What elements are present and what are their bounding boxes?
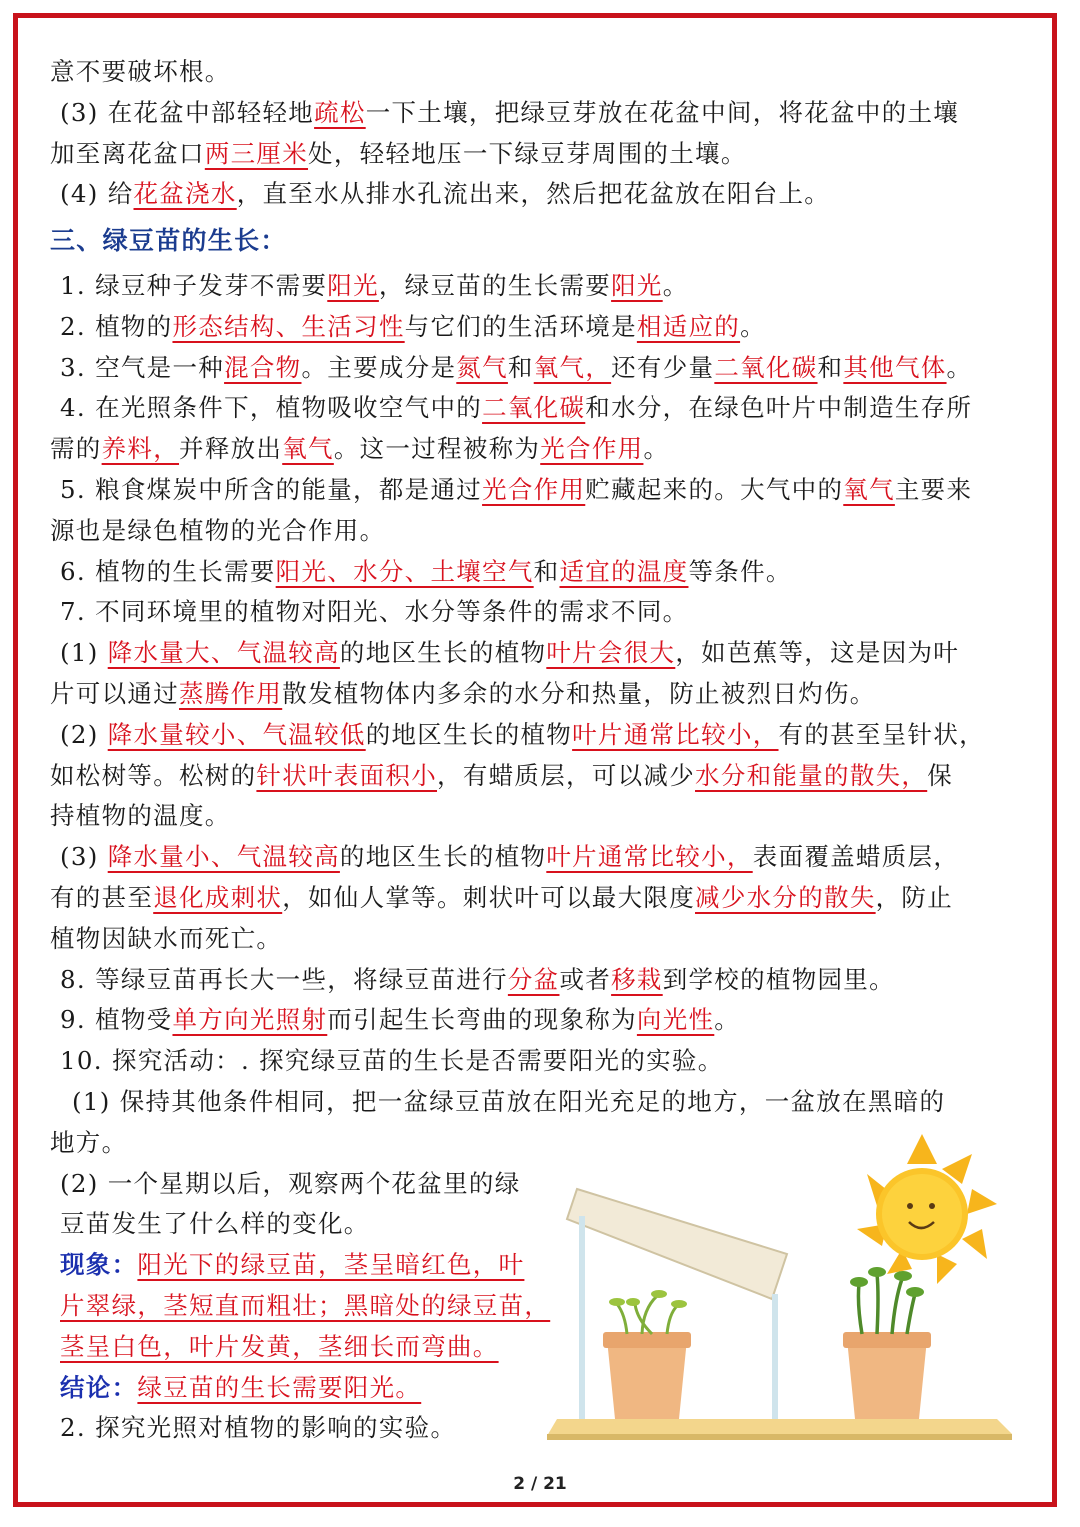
text-run: 1. 绿豆种子发芽不需要 xyxy=(60,270,328,300)
section-experiment-lines xyxy=(50,1164,570,1450)
text-run: 。 xyxy=(714,1005,741,1035)
answer-highlight: 光合作用 xyxy=(482,474,586,504)
text-line xyxy=(50,1164,570,1205)
text-line xyxy=(50,674,1035,715)
section-main-lines xyxy=(50,266,1035,1164)
text-run: ，如仙人掌等。刺状叶可以最大限度 xyxy=(282,882,696,912)
text-line xyxy=(50,592,1035,633)
text-line xyxy=(50,1000,1035,1041)
text-line xyxy=(50,1041,1035,1082)
pot-dark-icon xyxy=(603,1290,691,1419)
text-line xyxy=(50,1408,570,1449)
answer-highlight: 单方向光照射 xyxy=(172,1005,328,1035)
text-run: 和 xyxy=(507,352,534,382)
text-run: 4. 在光照条件下，植物吸收空气中的 xyxy=(60,393,483,423)
answer-highlight: 减少水分的散失 xyxy=(695,882,876,912)
text-run: 9. 植物受 xyxy=(60,1005,173,1035)
text-run: 到学校的植物园里。 xyxy=(662,964,895,994)
answer-highlight: 蒸腾作用 xyxy=(179,678,283,708)
text-line xyxy=(50,960,1035,1001)
text-run: 等条件。 xyxy=(688,556,792,586)
text-line xyxy=(50,470,1035,511)
text-run: 豆苗发生了什么样的变化。 xyxy=(60,1209,370,1239)
text-run: ，如芭蕉等，这是因为叶 xyxy=(675,638,960,668)
answer-highlight: 光合作用 xyxy=(540,434,644,464)
text-line xyxy=(50,93,1035,134)
text-run: 加至离花盆口 xyxy=(50,138,205,168)
text-run: ，有蜡质层，可以减少 xyxy=(437,760,696,790)
section-top-lines xyxy=(50,52,1035,215)
text-run: (2) 一个星期以后，观察两个花盆里的绿 xyxy=(60,1168,521,1198)
answer-highlight: 分盆 xyxy=(507,964,560,994)
sun-icon xyxy=(857,1134,997,1284)
text-line xyxy=(50,511,1035,552)
answer-highlight: 退化成刺状 xyxy=(153,882,283,912)
text-run: 。 xyxy=(643,434,670,464)
answer-highlight: 叶片通常比较小， xyxy=(546,842,753,872)
text-run: 并释放出 xyxy=(179,434,283,464)
answer-highlight: 阳光 xyxy=(611,270,663,300)
text-run: 主要来 xyxy=(894,474,973,504)
text-line xyxy=(50,715,1035,756)
text-run: (3) xyxy=(60,842,108,872)
answer-highlight: 阳光 xyxy=(327,270,379,300)
answer-highlight: 相适应的 xyxy=(636,311,741,341)
text-run: 。这一过程被称为 xyxy=(333,434,541,464)
answer-highlight: 其他气体 xyxy=(843,352,947,382)
text-run: (1) 保持其他条件相同，把一盆绿豆苗放在阳光充足的地方，一盆放在黑暗的 xyxy=(72,1086,946,1116)
text-line xyxy=(50,1245,570,1286)
answer-highlight: 花盆浇水 xyxy=(133,179,237,209)
text-run: 5. 粮食煤炭中所含的能量，都是通过 xyxy=(60,474,483,504)
answer-highlight: 疏松 xyxy=(314,97,366,127)
text-line xyxy=(50,174,1035,215)
text-line xyxy=(50,1082,1035,1123)
text-run: 表面覆盖蜡质层， xyxy=(752,842,960,872)
text-line xyxy=(50,52,1035,93)
text-run: (4) 给 xyxy=(60,179,134,209)
answer-highlight: 阳光下的绿豆苗，茎呈暗红色，叶 xyxy=(137,1250,525,1280)
text-run: 6. 植物的生长需要 xyxy=(60,556,276,586)
text-run: 的地区生长的植物 xyxy=(339,842,547,872)
page-number: 2 / 21 xyxy=(513,1474,567,1494)
text-line xyxy=(50,348,1035,389)
text-run: 3. 空气是一种 xyxy=(60,352,225,382)
answer-highlight: 水分和能量的散失， xyxy=(695,760,928,790)
text-run: ，直至水从排水孔流出来，然后把花盆放在阳台上。 xyxy=(236,179,831,209)
text-run: 地方。 xyxy=(50,1127,128,1157)
pot-sun-icon xyxy=(843,1267,931,1419)
text-run: 和 xyxy=(817,352,844,382)
text-run: 有的甚至 xyxy=(50,882,154,912)
text-line xyxy=(50,552,1035,593)
text-line xyxy=(50,919,1035,960)
text-run: 有的甚至呈针状， xyxy=(778,719,985,749)
text-run: 还有少量 xyxy=(611,352,715,382)
answer-highlight: 叶片通常比较小， xyxy=(572,719,779,749)
answer-highlight: 氧气 xyxy=(843,474,895,504)
answer-highlight: 适宜的温度 xyxy=(559,556,689,586)
answer-highlight: 向光性 xyxy=(636,1005,715,1035)
text-line xyxy=(50,837,1035,878)
text-run: 处，轻轻地压一下绿豆芽周围的土壤。 xyxy=(308,138,747,168)
text-run: ，绿豆苗的生长需要 xyxy=(378,270,612,300)
label-text: 现象： xyxy=(60,1250,138,1280)
answer-highlight: 降水量较小、气温较低 xyxy=(107,719,366,749)
answer-highlight: 阳光、水分、土壤空气 xyxy=(275,556,534,586)
text-line xyxy=(50,388,1035,429)
text-run: 8. 等绿豆苗再长大一些，将绿豆苗进行 xyxy=(60,964,508,994)
text-run: 与它们的生活环境是 xyxy=(404,311,637,341)
answer-highlight: 片翠绿，茎短直而粗壮；黑暗处的绿豆苗， xyxy=(60,1290,551,1320)
answer-highlight: 氧气 xyxy=(282,434,334,464)
text-run: 10. 探究活动：. 探究绿豆苗的生长是否需要阳光的实验。 xyxy=(60,1046,724,1076)
answer-highlight: 两三厘米 xyxy=(204,138,309,168)
text-run: 。 xyxy=(946,352,973,382)
answer-highlight: 针状叶表面积小 xyxy=(256,760,438,790)
answer-highlight: 降水量大、气温较高 xyxy=(107,638,340,668)
text-run: 如松树等。松树的 xyxy=(50,760,257,790)
text-run: 持植物的温度。 xyxy=(50,801,231,831)
text-run: 植物因缺水而死亡。 xyxy=(50,923,283,953)
answer-highlight: 叶片会很大 xyxy=(546,638,676,668)
text-line xyxy=(50,756,1035,797)
text-run: 片可以通过 xyxy=(50,678,179,708)
text-run: 。 xyxy=(662,270,689,300)
plant-experiment-illustration xyxy=(517,1134,1022,1444)
text-line xyxy=(50,1286,570,1327)
text-run: 需的 xyxy=(50,434,102,464)
text-run: 一下土壤，把绿豆芽放在花盆中间，将花盆中的土壤 xyxy=(365,97,960,127)
text-line xyxy=(50,633,1035,674)
answer-highlight: 降水量小、气温较高 xyxy=(107,842,340,872)
text-run: (3) 在花盆中部轻轻地 xyxy=(60,97,315,127)
answer-highlight: 二氧化碳 xyxy=(482,393,586,423)
text-run: 源也是绿色植物的光合作用。 xyxy=(50,515,386,545)
text-line xyxy=(50,796,1035,837)
text-run: 而引起生长弯曲的现象称为 xyxy=(327,1005,637,1035)
answer-highlight: 混合物 xyxy=(224,352,302,382)
text-run: 。主要成分是 xyxy=(301,352,457,382)
answer-highlight: 氧气， xyxy=(533,352,612,382)
label-text: 结论： xyxy=(60,1372,138,1402)
answer-highlight: 形态结构、生活习性 xyxy=(172,311,405,341)
answer-highlight: 氮气 xyxy=(456,352,508,382)
answer-highlight: 移栽 xyxy=(611,964,663,994)
text-line xyxy=(50,307,1035,348)
text-run: 和水分，在绿色叶片中制造生存所 xyxy=(585,393,973,423)
text-run: 的地区生长的植物 xyxy=(365,719,573,749)
text-run: (1) xyxy=(60,638,108,668)
text-line xyxy=(50,1327,570,1368)
text-line xyxy=(50,1204,570,1245)
text-run: 或者 xyxy=(559,964,612,994)
answer-highlight: 茎呈白色，叶片发黄，茎细长而弯曲。 xyxy=(60,1331,499,1361)
text-line xyxy=(50,266,1035,307)
text-run: 保 xyxy=(927,760,954,790)
text-line xyxy=(50,878,1035,919)
text-run: ，防止 xyxy=(875,882,954,912)
text-line xyxy=(50,1368,570,1409)
text-run: (2) xyxy=(60,719,108,749)
text-run: 的地区生长的植物 xyxy=(339,638,547,668)
text-run: 散发植物体内多余的水分和热量，防止被烈日灼伤。 xyxy=(282,678,876,708)
text-run: 和 xyxy=(533,556,560,586)
text-line xyxy=(50,429,1035,470)
section-heading: 三、绿豆苗的生长： xyxy=(50,226,287,256)
text-line xyxy=(50,134,1035,175)
text-run: 。 xyxy=(740,311,766,341)
answer-highlight: 二氧化碳 xyxy=(714,352,818,382)
answer-highlight: 绿豆苗的生长需要阳光。 xyxy=(137,1372,422,1402)
text-run: 7. 不同环境里的植物对阳光、水分等条件的需求不同。 xyxy=(60,597,689,627)
text-run: 2. 探究光照对植物的影响的实验。 xyxy=(60,1413,457,1443)
text-run: 意不要破坏根。 xyxy=(50,57,231,86)
answer-highlight: 养料， xyxy=(101,434,180,464)
text-run: 2. 植物的 xyxy=(60,311,173,341)
text-run: 贮藏起来的。大气中的 xyxy=(585,474,844,504)
